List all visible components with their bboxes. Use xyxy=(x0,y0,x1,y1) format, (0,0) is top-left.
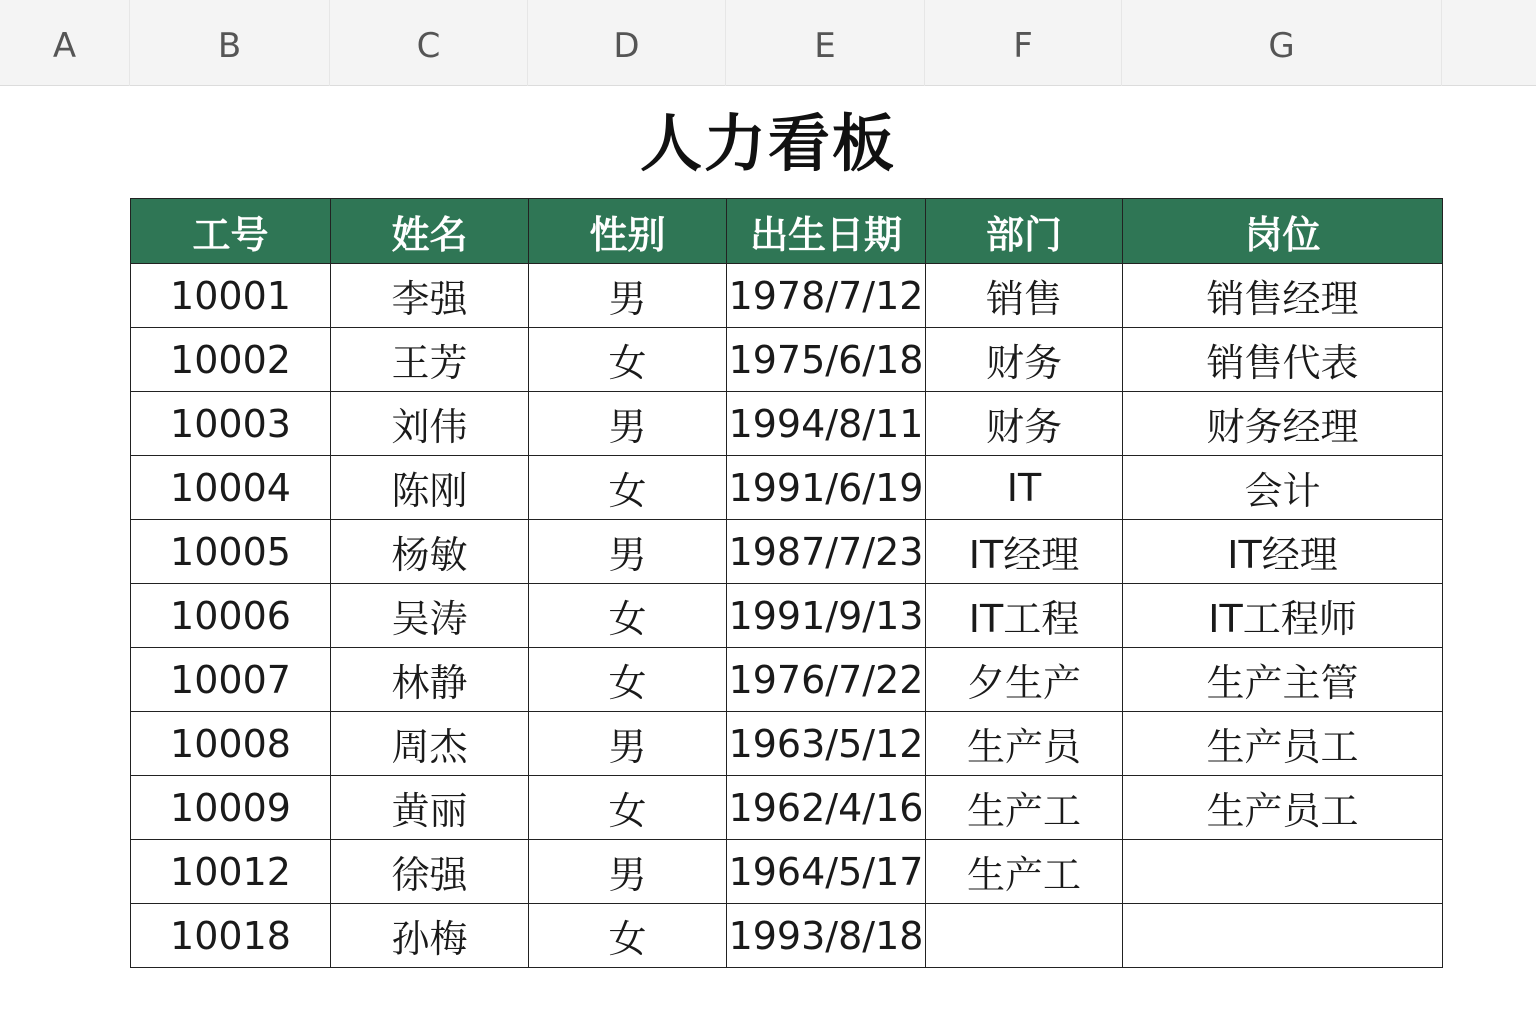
cell-gender[interactable]: 女 xyxy=(529,328,727,392)
sheet-title-cell[interactable]: 人力看板 xyxy=(639,107,896,180)
cell-gender[interactable]: 女 xyxy=(529,456,727,520)
cell-position[interactable]: IT工程师 xyxy=(1123,584,1443,648)
cell-department[interactable] xyxy=(926,904,1123,968)
table-row xyxy=(131,584,1443,648)
cell-name[interactable]: 林静 xyxy=(331,648,529,712)
table-row xyxy=(131,264,1443,328)
cell-position[interactable]: IT经理 xyxy=(1123,520,1443,584)
cell-gender[interactable]: 女 xyxy=(529,648,727,712)
cell-birth-date[interactable]: 1976/7/22 xyxy=(727,648,926,712)
cell-position[interactable]: 生产员工 xyxy=(1123,712,1443,776)
column-header-c[interactable]: C xyxy=(330,0,528,86)
cell-employee-id[interactable]: 10012 xyxy=(131,840,331,904)
cell-gender[interactable]: 男 xyxy=(529,712,727,776)
cell-position[interactable] xyxy=(1123,904,1443,968)
cell-birth-date[interactable]: 1975/6/18 xyxy=(727,328,926,392)
column-header-f[interactable]: F xyxy=(925,0,1122,86)
cell-birth-date[interactable]: 1991/9/13 xyxy=(727,584,926,648)
cell-department[interactable]: 销售 xyxy=(926,264,1123,328)
table-row xyxy=(131,328,1443,392)
cell-birth-date[interactable]: 1987/7/23 xyxy=(727,520,926,584)
column-header-d[interactable]: D xyxy=(528,0,726,86)
cell-position[interactable]: 销售经理 xyxy=(1123,264,1443,328)
cell-position[interactable]: 生产主管 xyxy=(1123,648,1443,712)
cell-employee-id[interactable]: 10001 xyxy=(131,264,331,328)
cell-name[interactable]: 王芳 xyxy=(331,328,529,392)
cell-employee-id[interactable]: 10018 xyxy=(131,904,331,968)
cell-name[interactable]: 李强 xyxy=(331,264,529,328)
cell-birth-date[interactable]: 1991/6/19 xyxy=(727,456,926,520)
cell-gender[interactable]: 男 xyxy=(529,840,727,904)
cell-department[interactable]: 生产工 xyxy=(926,776,1123,840)
cell-name[interactable]: 孙梅 xyxy=(331,904,529,968)
header-cell-department[interactable]: 部门 xyxy=(926,199,1123,264)
cell-gender[interactable]: 男 xyxy=(529,392,727,456)
table-row xyxy=(131,520,1443,584)
cell-employee-id[interactable]: 10008 xyxy=(131,712,331,776)
cell-gender[interactable]: 女 xyxy=(529,904,727,968)
cell-name[interactable]: 陈刚 xyxy=(331,456,529,520)
cell-name[interactable]: 刘伟 xyxy=(331,392,529,456)
cell-department[interactable]: IT经理 xyxy=(926,520,1123,584)
cell-name[interactable]: 徐强 xyxy=(331,840,529,904)
column-header-e[interactable]: E xyxy=(726,0,925,86)
employee-table xyxy=(130,198,1443,968)
cell-birth-date[interactable]: 1964/5/17 xyxy=(727,840,926,904)
header-cell-name[interactable]: 姓名 xyxy=(331,199,529,264)
cell-department[interactable]: 财务 xyxy=(926,392,1123,456)
table-row xyxy=(131,456,1443,520)
cell-department[interactable]: 生产员 xyxy=(926,712,1123,776)
column-header-g[interactable]: G xyxy=(1122,0,1442,86)
cell-name[interactable]: 吴涛 xyxy=(331,584,529,648)
table-header-row xyxy=(131,199,1443,264)
cell-employee-id[interactable]: 10006 xyxy=(131,584,331,648)
header-cell-position[interactable]: 岗位 xyxy=(1123,199,1443,264)
cell-department[interactable]: 夕生产 xyxy=(926,648,1123,712)
header-cell-birth-date[interactable]: 出生日期 xyxy=(727,199,926,264)
cell-position[interactable]: 销售代表 xyxy=(1123,328,1443,392)
table-row xyxy=(131,648,1443,712)
table-row xyxy=(131,840,1443,904)
cell-birth-date[interactable]: 1962/4/16 xyxy=(727,776,926,840)
table-row xyxy=(131,712,1443,776)
column-header-bar xyxy=(0,0,1536,86)
cell-name[interactable]: 杨敏 xyxy=(331,520,529,584)
cell-birth-date[interactable]: 1993/8/18 xyxy=(727,904,926,968)
cell-gender[interactable]: 男 xyxy=(529,264,727,328)
cell-employee-id[interactable]: 10005 xyxy=(131,520,331,584)
table-row xyxy=(131,392,1443,456)
cell-employee-id[interactable]: 10002 xyxy=(131,328,331,392)
cell-employee-id[interactable]: 10009 xyxy=(131,776,331,840)
header-cell-gender[interactable]: 性别 xyxy=(529,199,727,264)
cell-gender[interactable]: 女 xyxy=(529,776,727,840)
table-row xyxy=(131,776,1443,840)
table-row xyxy=(131,904,1443,968)
cell-birth-date[interactable]: 1963/5/12 xyxy=(727,712,926,776)
cell-department[interactable]: 财务 xyxy=(926,328,1123,392)
cell-employee-id[interactable]: 10003 xyxy=(131,392,331,456)
cell-position[interactable]: 财务经理 xyxy=(1123,392,1443,456)
cell-gender[interactable]: 男 xyxy=(529,520,727,584)
header-cell-employee-id[interactable]: 工号 xyxy=(131,199,331,264)
cell-name[interactable]: 周杰 xyxy=(331,712,529,776)
cell-department[interactable]: IT xyxy=(926,456,1123,520)
cell-birth-date[interactable]: 1978/7/12 xyxy=(727,264,926,328)
cell-employee-id[interactable]: 10007 xyxy=(131,648,331,712)
column-header-a[interactable]: A xyxy=(0,0,130,86)
cell-position[interactable]: 会计 xyxy=(1123,456,1443,520)
cell-employee-id[interactable]: 10004 xyxy=(131,456,331,520)
cell-position[interactable]: 生产员工 xyxy=(1123,776,1443,840)
cell-gender[interactable]: 女 xyxy=(529,584,727,648)
cell-position[interactable] xyxy=(1123,840,1443,904)
cell-birth-date[interactable]: 1994/8/11 xyxy=(727,392,926,456)
cell-department[interactable]: 生产工 xyxy=(926,840,1123,904)
column-header-b[interactable]: B xyxy=(130,0,330,86)
cell-department[interactable]: IT工程 xyxy=(926,584,1123,648)
cell-name[interactable]: 黄丽 xyxy=(331,776,529,840)
